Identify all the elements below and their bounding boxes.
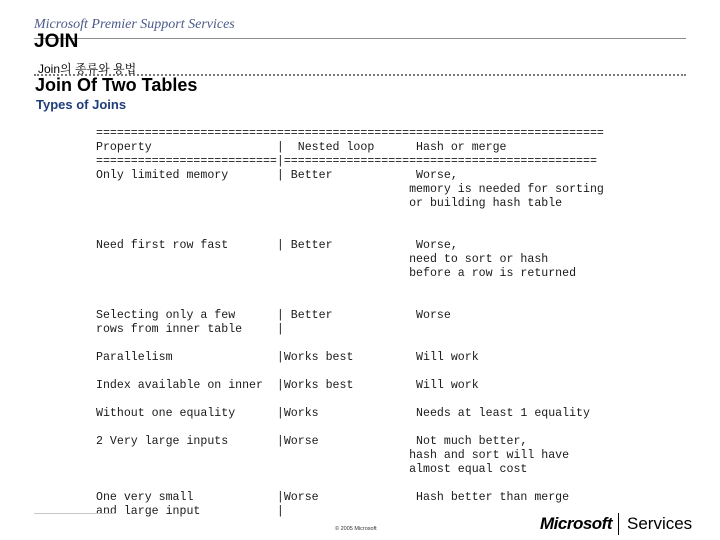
table-text-line — [96, 393, 696, 407]
table-text-line — [96, 477, 696, 491]
table-text-line: Without one equality |Works Needs at least 1 equality — [96, 407, 590, 420]
table-text-line — [96, 225, 696, 239]
table-text-line — [96, 337, 696, 351]
join-comparison-table — [96, 127, 696, 518]
table-text-line: ========================================================================= — [96, 127, 604, 140]
table-text-line: Index available on inner |Works best Will work — [96, 379, 479, 392]
table-text-line: almost equal cost — [96, 463, 528, 476]
deck-title: JOIN — [34, 31, 79, 52]
table-text-line: 2 Very large inputs |Worse Not much better, — [96, 435, 528, 448]
table-text-line: or building hash table — [96, 197, 563, 210]
table-text-line: Need first row fast | Better Worse, — [96, 239, 458, 252]
table-text-line: rows from inner table | — [96, 323, 284, 336]
logo-separator — [618, 513, 619, 535]
table-text-line: before a row is returned — [96, 267, 577, 280]
table-text-line: memory is needed for sorting — [96, 183, 604, 196]
header-rule — [34, 38, 686, 39]
logo-suffix-text: Services — [627, 514, 693, 533]
table-text-line: Parallelism |Works best Will work — [96, 351, 479, 364]
table-text-line — [96, 295, 696, 309]
table-text-line — [96, 365, 696, 379]
copyright-text: © 2005 Microsoft — [335, 526, 377, 532]
table-text-line: One very small |Worse Hash better than merge — [96, 491, 570, 504]
table-text-line — [96, 211, 696, 225]
table-text-line: Selecting only a few | Better Worse — [96, 309, 451, 322]
table-text-line — [96, 421, 696, 435]
table-text-line: hash and sort will have — [96, 449, 570, 462]
table-text-line — [96, 281, 696, 295]
table-text-line: Only limited memory | Better Worse, — [96, 169, 458, 182]
footer-rule — [34, 513, 116, 514]
table-text-line: Property | Nested loop Hash or merge — [96, 141, 507, 154]
section-label: Types of Joins — [36, 97, 127, 112]
brand-line: Microsoft Premier Support Services — [34, 17, 235, 32]
slide-title: Join Of Two Tables — [35, 75, 198, 95]
table-text-line: need to sort or hash — [96, 253, 549, 266]
slide-subtitle: Join의 종류와 용법 — [38, 62, 137, 76]
table-text-line: and large input | — [96, 505, 284, 518]
microsoft-services-logo — [540, 509, 692, 539]
logo-brand-text: Microsoft — [540, 514, 612, 533]
table-text-line: ==========================|============================================= — [96, 155, 597, 168]
